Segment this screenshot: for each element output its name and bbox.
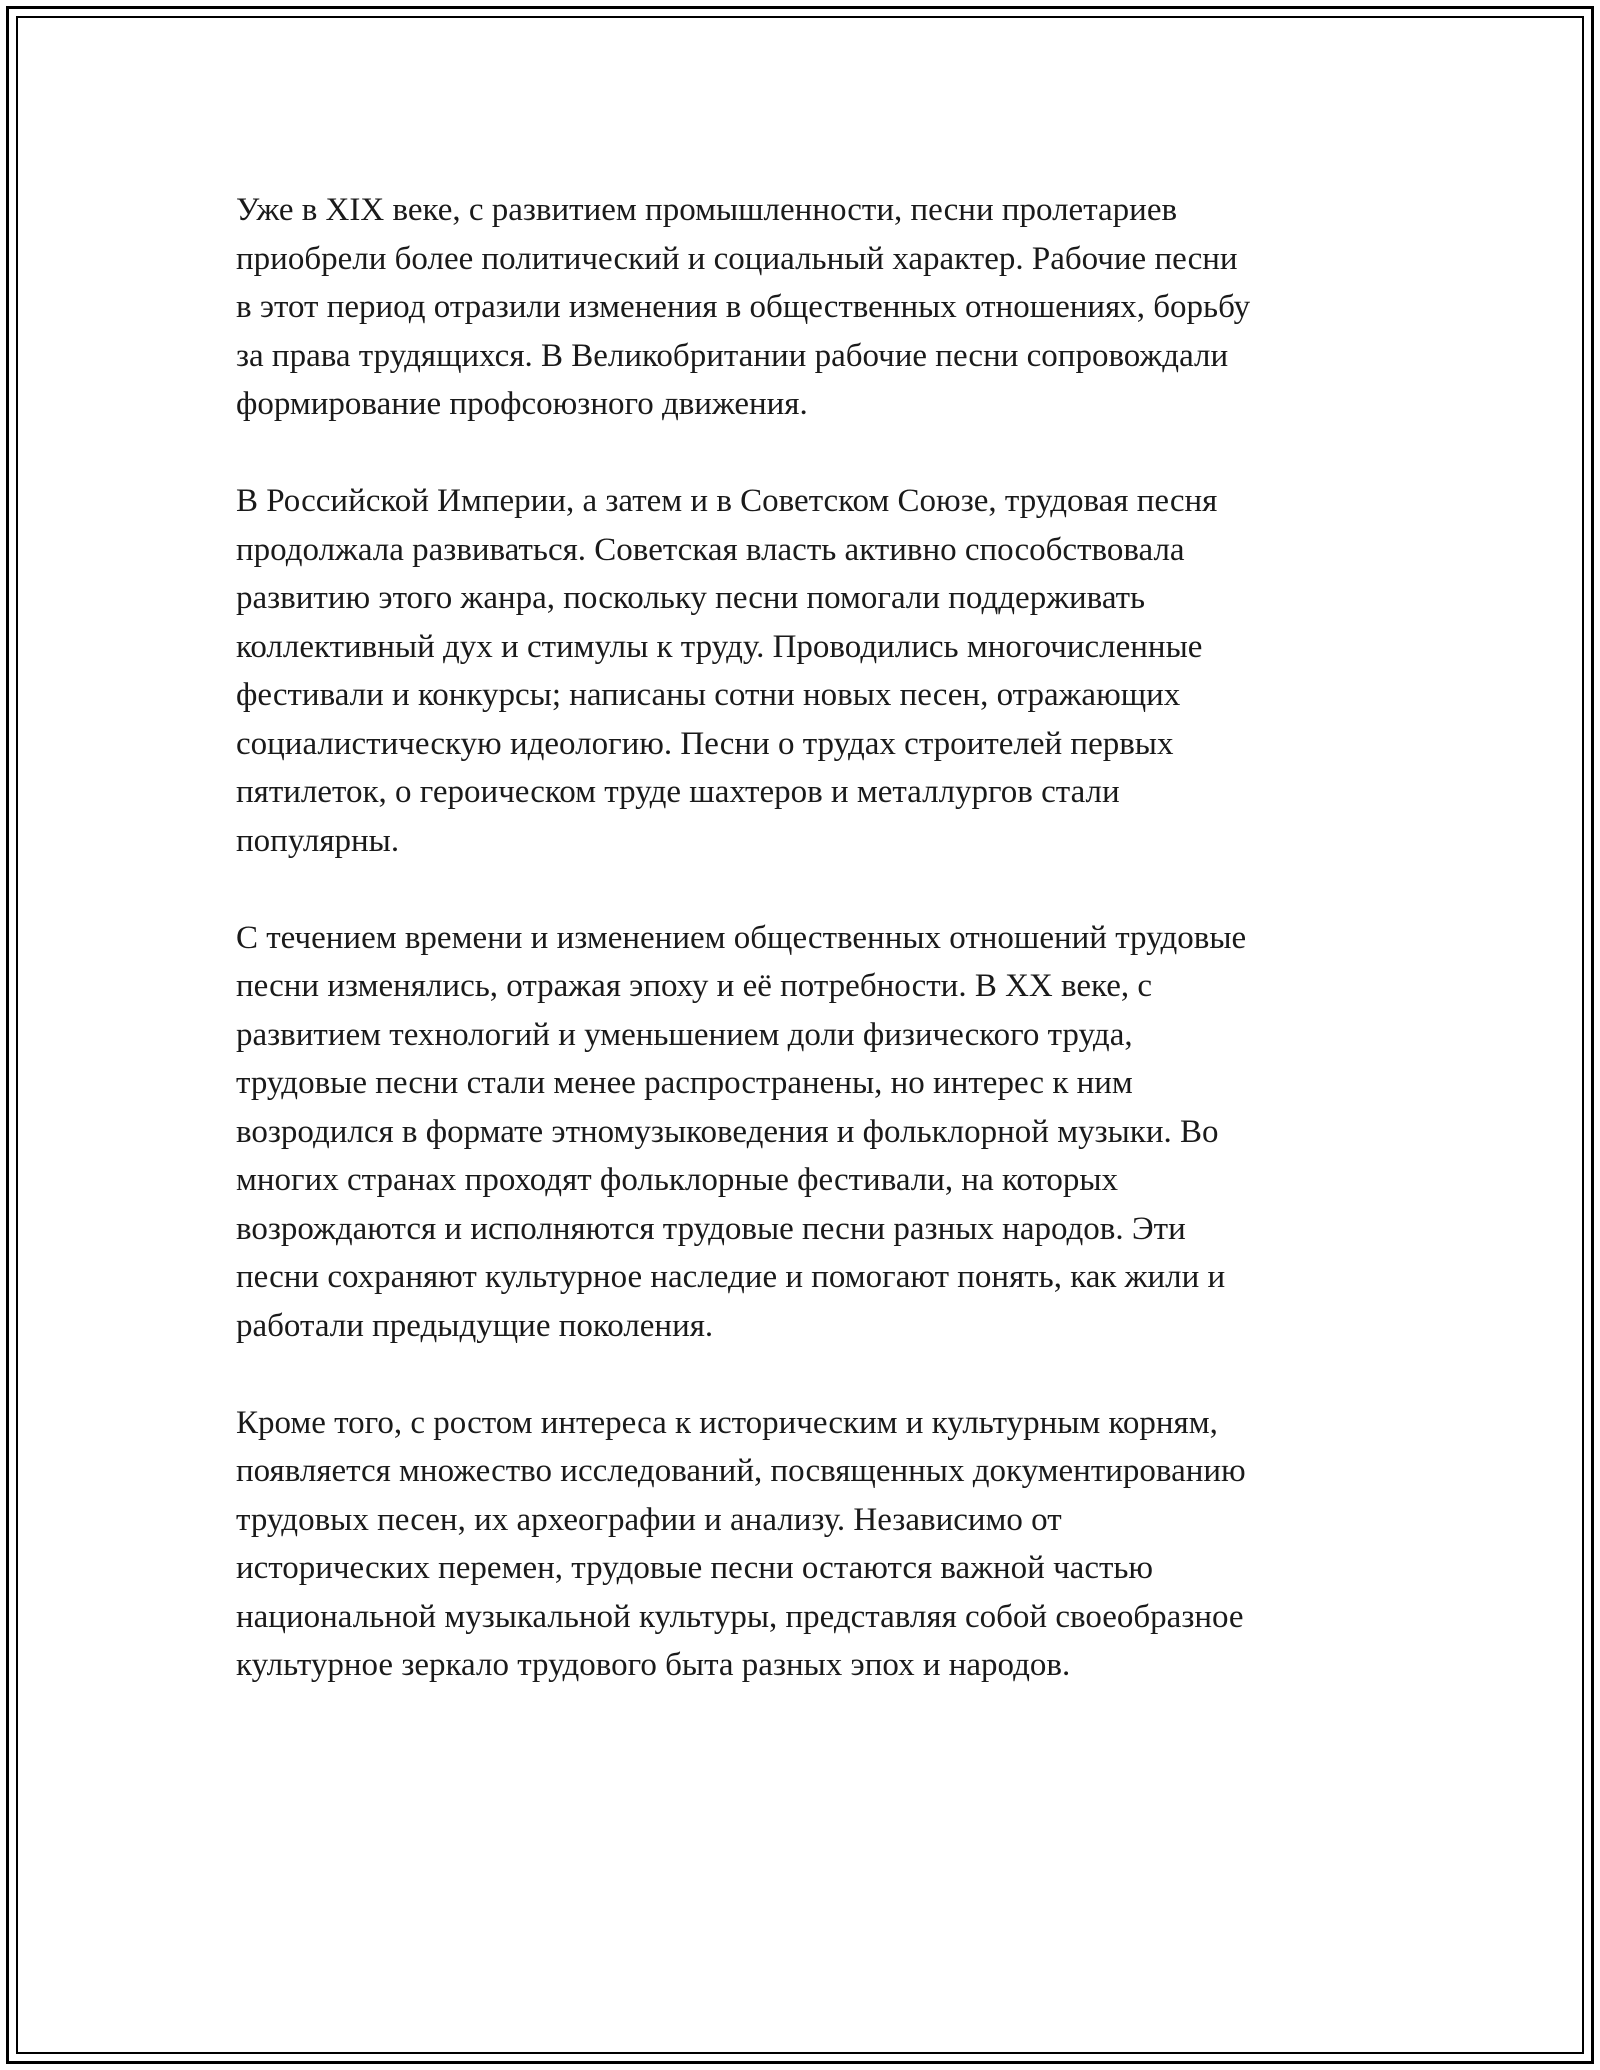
paragraph-3: С течением времени и изменением общественных отношений трудовые песни изменялись, отражая эпоху и её потребности. В XX веке, с развитием технологий и уменьшением доли физического труда, трудовые песни стали менее распространены, но интерес к ним возродился в формате этномузыковедения и фольклорной музыки. Во многих странах проходят фольклорные фестивали, на которых возрождаются и исполняются трудовые песни разных народов. Эти песни сохраняют культурное наследие и помогают понять, как жили и работали предыдущие поколения.: [236, 919, 1247, 1344]
paragraph-2: В Российской Империи, а затем и в Советском Союзе, трудовая песня продолжала развиваться. Советская власть активно способствовала развитию этого жанра, поскольку песни помогали поддерживать коллективный дух и стимулы к труду. Проводились многочисленные фестивали и конкурсы; написаны сотни новых песен, отражающих социалистическую идеологию. Песни о трудах строителей первых пятилеток, о героическом труде шахтеров и металлургов стали популярны.: [236, 483, 1218, 859]
paragraph-1: Уже в XIX веке, с развитием промышленности, песни пролетариев приобрели более политический и социальный характер. Рабочие песни в этот период отразили изменения в общественных отношениях, борьбу за права трудящихся. В Великобритании рабочие песни сопровождали формирование профсоюзного движения.: [236, 192, 1251, 422]
paragraph-4: Кроме того, с ростом интереса к историческим и культурным корням, появляется множество исследований, посвященных документированию трудовых песен, их археографии и анализу. Независимо от исторических перемен, трудовые песни остаются важной частью национальной музыкальной культуры, представляя собой своеобразное культурное зеркало трудового быта разных эпох и народов.: [236, 1404, 1246, 1683]
document-body: [236, 186, 1376, 1738]
